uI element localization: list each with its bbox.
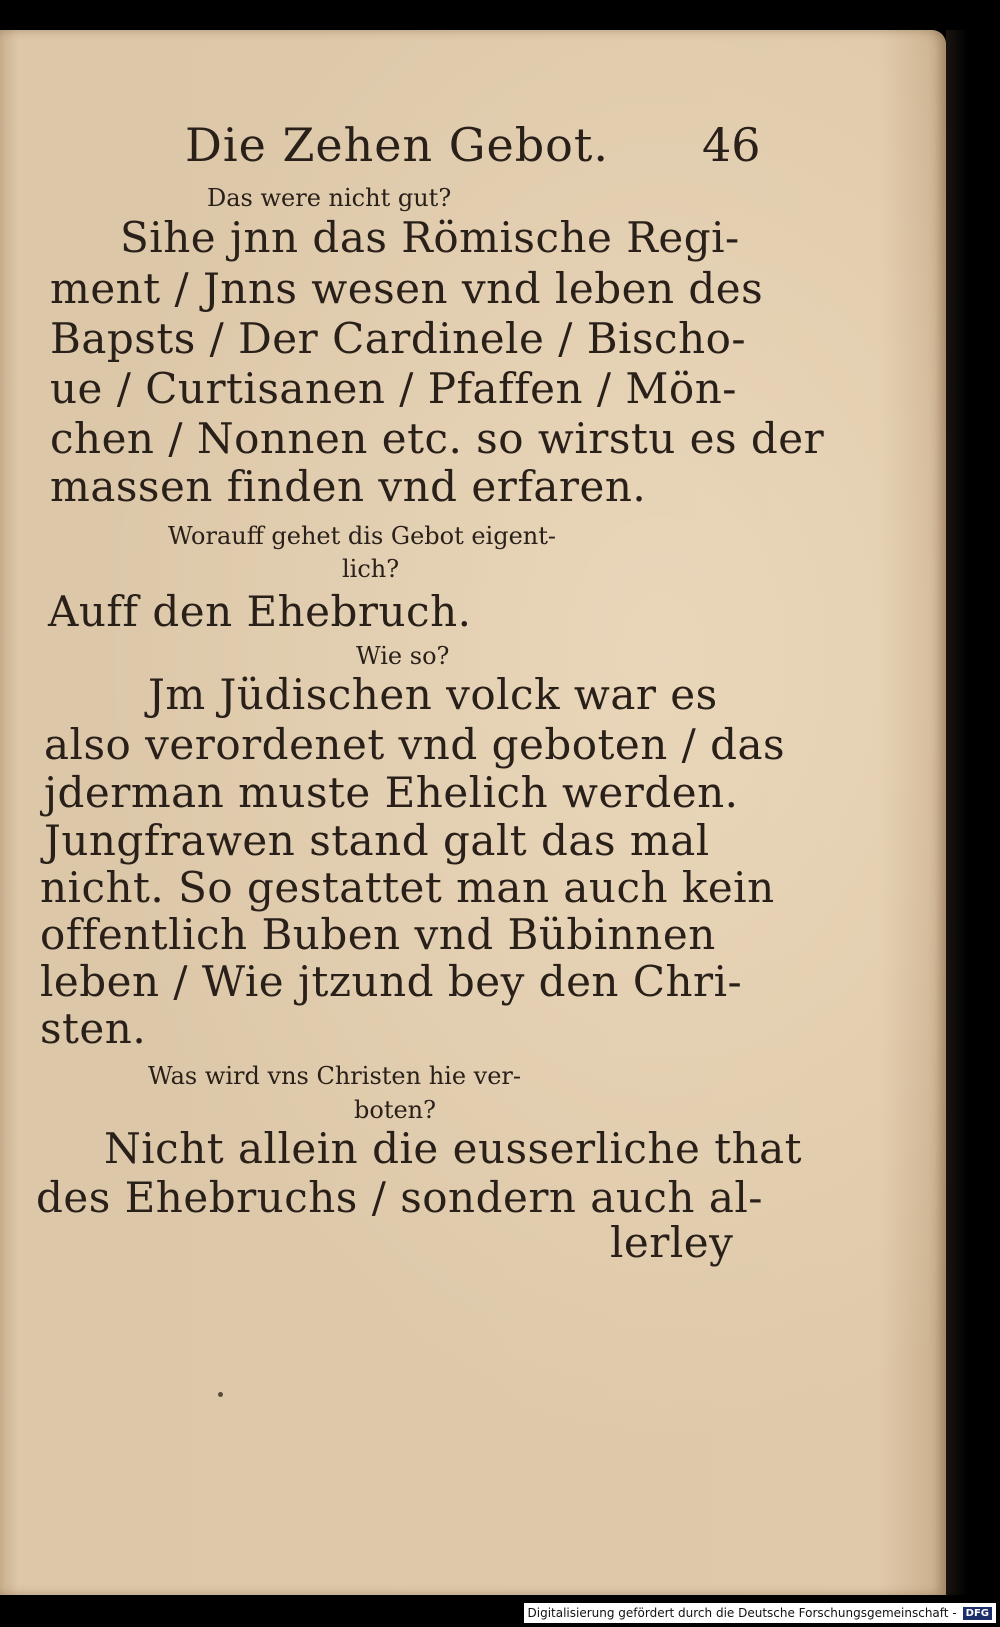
footer-text: Digitalisierung gefördert durch die Deutsche Forschungsgemeinschaft -	[527, 1606, 957, 1620]
body-line: nicht. So gestattet man auch kein	[40, 863, 775, 912]
body-line: leben / Wie jtzund bey den Chri-	[40, 957, 743, 1006]
body-line: des Ehebruchs / sondern auch al-	[36, 1173, 763, 1222]
body-line: Bapsts / Der Cardinele / Bischo-	[50, 314, 747, 363]
catchword: lerley	[610, 1218, 734, 1267]
question-line: Worauff gehet dis Gebot eigent-	[168, 522, 557, 550]
body-line: Jungfrawen stand galt das mal	[44, 816, 710, 865]
body-line: massen finden vnd erfaren.	[50, 462, 647, 511]
dfg-logo-icon: DFG	[963, 1607, 992, 1620]
book-spine	[946, 30, 968, 1595]
body-line: also verordenet vnd geboten / das	[44, 720, 786, 769]
body-line: sten.	[40, 1004, 147, 1053]
body-line: ment / Jnns wesen vnd leben des	[50, 264, 764, 313]
body-line: Nicht allein die eusserliche that	[104, 1124, 803, 1173]
body-line: chen / Nonnen etc. so wirstu es der	[50, 414, 825, 463]
body-line: Sihe jnn das Römische Regi-	[120, 213, 740, 262]
question-line: lich?	[342, 555, 400, 583]
question-line: Das were nicht gut?	[207, 184, 452, 212]
question-line: Was wird vns Christen hie ver-	[148, 1062, 522, 1090]
running-header: Die Zehen Gebot.	[185, 118, 609, 172]
body-line: ue / Curtisanen / Pfaffen / Mön-	[50, 364, 737, 413]
body-line: jderman muste Ehelich werden.	[44, 768, 739, 817]
question-line: boten?	[354, 1096, 436, 1124]
question-line: Wie so?	[356, 642, 450, 670]
digitization-footer	[524, 1603, 997, 1623]
ink-speck	[218, 1392, 223, 1397]
page-number: 46	[702, 118, 761, 172]
body-line: Auff den Ehebruch.	[48, 587, 472, 636]
body-line: offentlich Buben vnd Bübinnen	[40, 910, 716, 959]
body-line: Jm Jüdischen volck war es	[148, 670, 718, 719]
